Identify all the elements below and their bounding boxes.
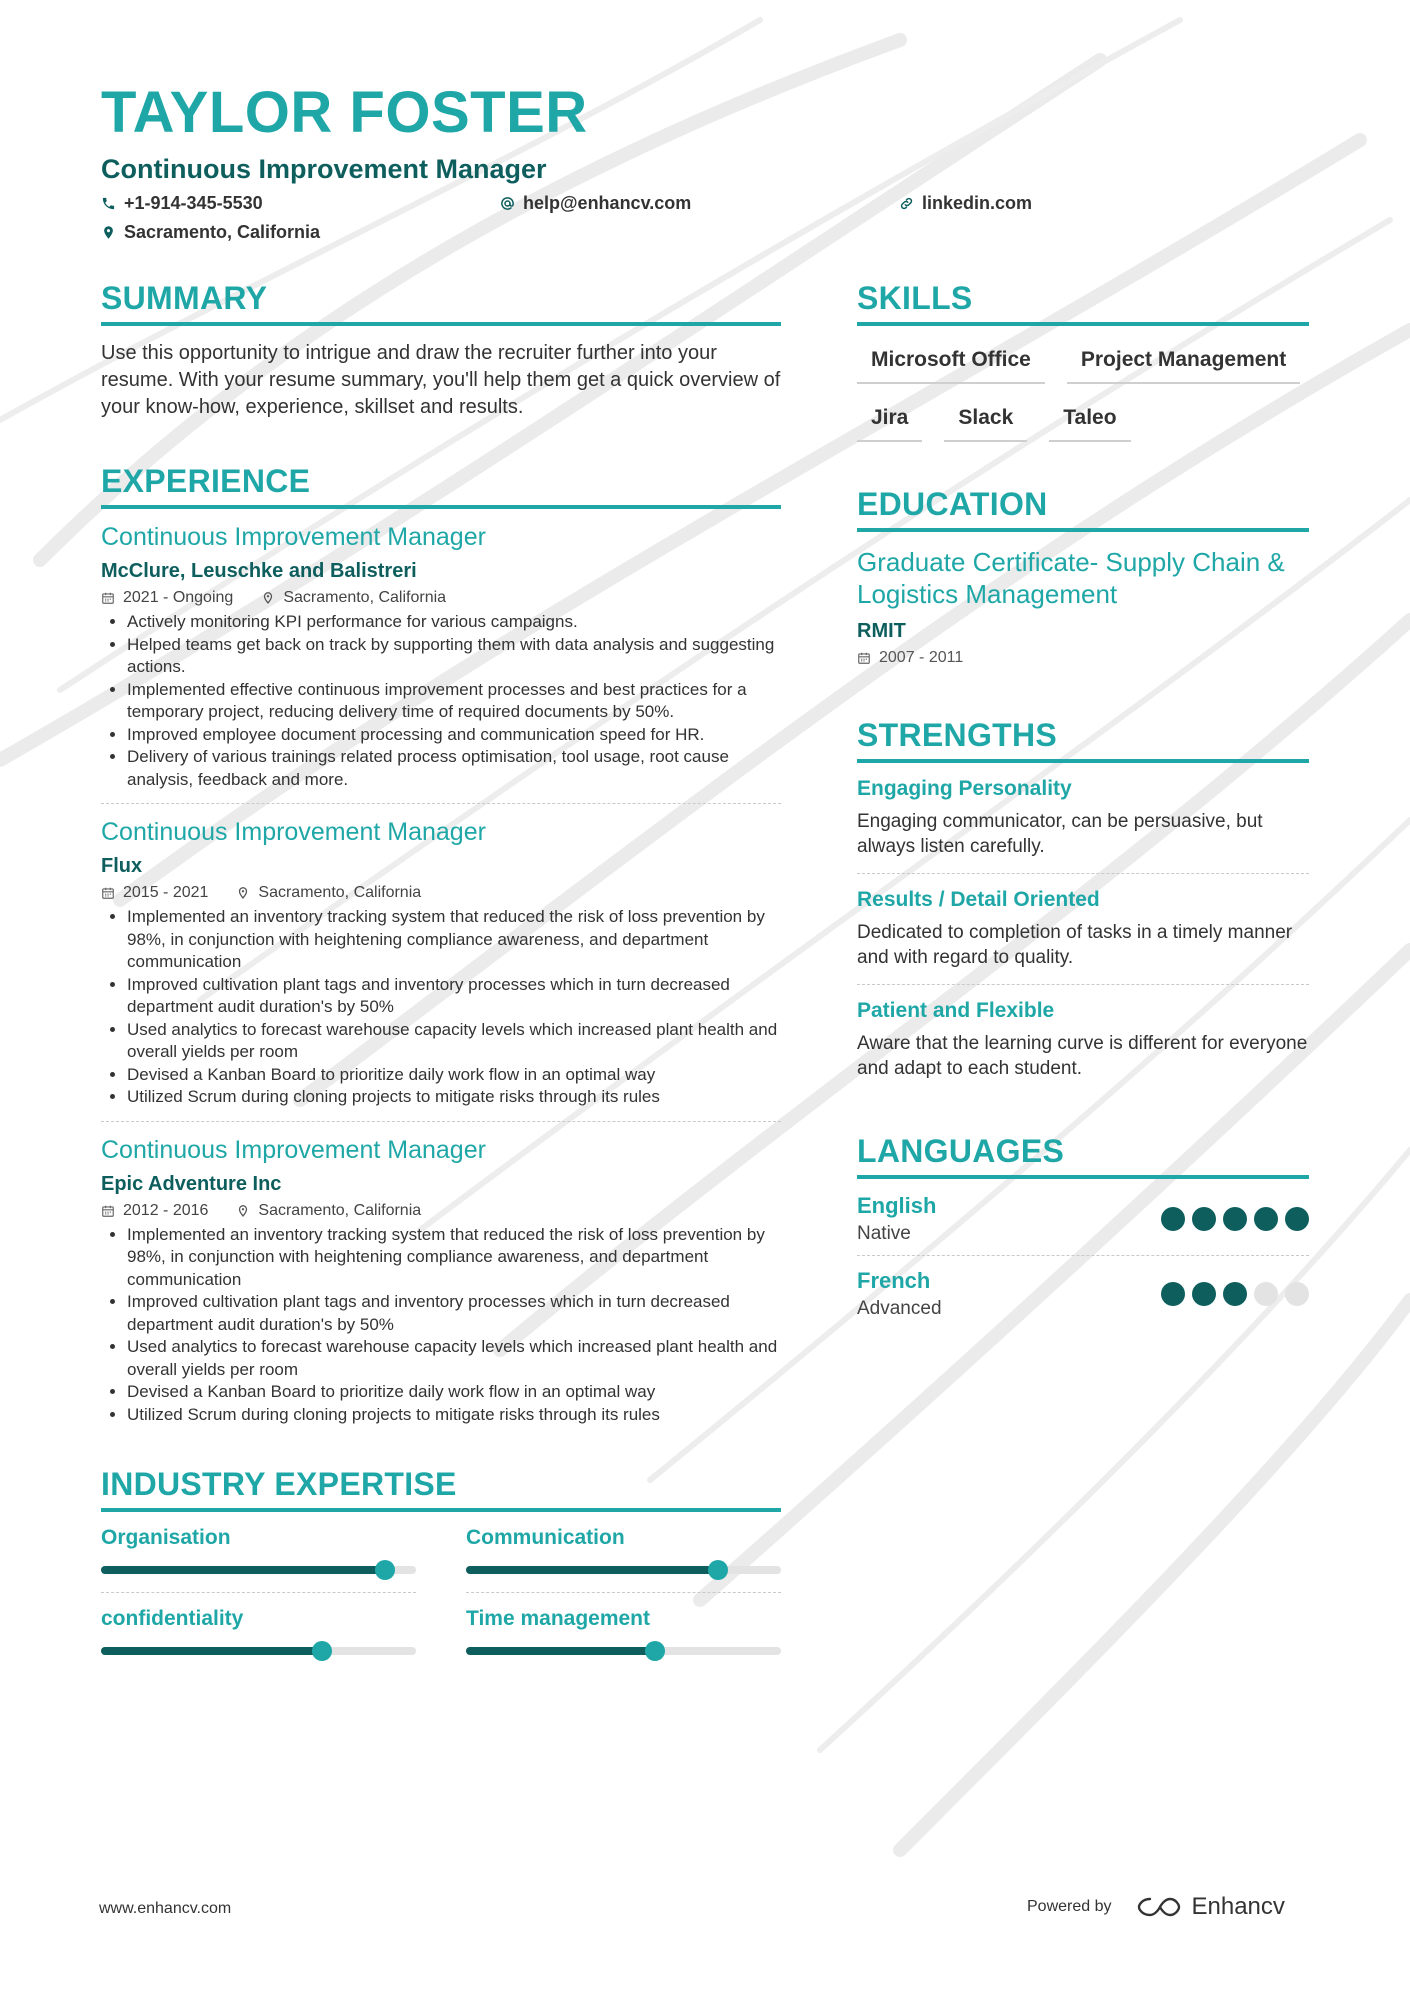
language-name: French <box>857 1268 931 1293</box>
skill-tag: Slack <box>944 398 1027 442</box>
job-bullet: • Utilized Scrum during cloning projects to mitigate risks through its rules <box>127 1086 781 1109</box>
education-degree: Graduate Certificate- Supply Chain & Logistics Management <box>857 547 1285 609</box>
language-name: English <box>857 1193 937 1218</box>
language-level: Advanced <box>857 1298 942 1319</box>
powered-by-text: Powered by <box>1027 1898 1112 1915</box>
expertise-bar-knob <box>375 1560 395 1580</box>
expertise-label: Communication <box>466 1526 625 1549</box>
job-location: Sacramento, California <box>258 884 422 901</box>
calendar-icon <box>101 591 115 605</box>
job-location: Sacramento, California <box>258 1201 422 1219</box>
job-meta <box>101 589 781 607</box>
expertise-item <box>466 1526 781 1593</box>
calendar-icon <box>101 1204 115 1218</box>
contact-location <box>101 222 320 243</box>
language-rating <box>1161 1282 1309 1306</box>
link-icon <box>899 196 914 211</box>
skill-tag: Microsoft Office <box>857 340 1045 384</box>
job-bullet: • Implemented an inventory tracking system that reduced the risk of loss prevention by 98%, in conjunction with heightening compliance awareness, and department communication <box>127 1224 781 1292</box>
strength-desc: Dedicated to completion of tasks in a timely manner and with regard to quality. <box>857 922 1293 968</box>
calendar-icon <box>857 651 871 665</box>
language-rating <box>1161 1207 1309 1231</box>
expertise-label: Time management <box>466 1607 651 1630</box>
industry-expertise-section <box>101 1468 781 1687</box>
strength-title: Patient and Flexible <box>857 999 1055 1022</box>
job-title: Continuous Improvement Manager <box>101 818 486 846</box>
rating-dot-empty <box>1254 1282 1278 1306</box>
job-dates: 2015 - 2021 <box>123 884 209 901</box>
job-bullets <box>101 611 781 791</box>
job-bullet: • Devised a Kanban Board to prioritize daily work flow in an optimal way <box>127 1064 781 1087</box>
job-bullet: • Utilized Scrum during cloning projects to mitigate risks through its rules <box>127 1404 781 1427</box>
job-bullet: • Implemented an inventory tracking system that reduced the risk of loss prevention by 98%, in conjunction with heightening compliance awareness, and department communication <box>127 906 781 974</box>
rating-dot-filled <box>1223 1282 1247 1306</box>
calendar-icon <box>101 886 115 900</box>
summary-text: Use this opportunity to intrigue and draw the recruiter further into your resume. With your resume summary, you'll help them get a quick overview of your know-how, experience, skillset and results. <box>101 342 781 418</box>
strength-title: Engaging Personality <box>857 777 1072 800</box>
location-text: Sacramento, California <box>124 222 321 242</box>
phone-icon <box>101 196 116 211</box>
strength-title: Results / Detail Oriented <box>857 888 1100 911</box>
skills-section <box>857 282 1309 442</box>
experience-section <box>101 465 781 1438</box>
strength-item <box>857 999 1309 1095</box>
candidate-title: Continuous Improvement Manager <box>101 154 547 184</box>
job-title: Continuous Improvement Manager <box>101 523 486 551</box>
job-bullet: • Devised a Kanban Board to prioritize daily work flow in an optimal way <box>127 1381 781 1404</box>
job-meta <box>101 884 781 902</box>
expertise-grid <box>101 1526 781 1687</box>
rating-dot-filled <box>1223 1207 1247 1231</box>
job-bullet: • Actively monitoring KPI performance for various campaigns. <box>127 611 781 634</box>
strengths-heading: STRENGTHS <box>857 719 1309 763</box>
contact-linkedin[interactable] <box>899 193 1032 214</box>
location-pin-icon <box>236 886 250 900</box>
job-bullet: • Improved cultivation plant tags and inventory processes which in turn decreased department audit duration's by 50% <box>127 1291 781 1336</box>
company-name: Epic Adventure Inc <box>101 1172 282 1195</box>
expertise-item <box>101 1526 416 1593</box>
rating-dot-filled <box>1192 1207 1216 1231</box>
skill-tag: Jira <box>857 398 922 442</box>
candidate-name: TAYLOR FOSTER <box>101 80 588 145</box>
strength-item <box>857 777 1309 874</box>
expertise-item <box>466 1607 781 1673</box>
job-bullet: • Implemented effective continuous improvement processes and best practices for a temporary project, reducing delivery time of required documents by 50%. <box>127 679 781 724</box>
expertise-bar-knob <box>708 1560 728 1580</box>
job-entry <box>101 1136 781 1439</box>
contact-email[interactable] <box>500 193 691 214</box>
expertise-bar-fill <box>466 1566 718 1574</box>
rating-dot-filled <box>1161 1207 1185 1231</box>
skill-tag: Taleo <box>1049 398 1130 442</box>
job-bullets <box>101 1224 781 1427</box>
industry-expertise-heading: INDUSTRY EXPERTISE <box>101 1468 781 1512</box>
job-bullets <box>101 906 781 1109</box>
expertise-bar <box>466 1647 781 1655</box>
job-bullet: • Delivery of various trainings related process optimisation, tool usage, root cause analysis, feedback and more. <box>127 746 781 791</box>
rating-dot-filled <box>1254 1207 1278 1231</box>
location-pin-icon <box>261 591 275 605</box>
education-dates: 2007 - 2011 <box>879 649 964 666</box>
job-entry <box>101 818 781 1122</box>
rating-dot-empty <box>1285 1282 1309 1306</box>
job-bullet: • Used analytics to forecast warehouse capacity levels which increased plant health and overall yields per room <box>127 1336 781 1381</box>
email-text: help@enhancv.com <box>523 193 692 213</box>
at-icon <box>500 196 515 211</box>
job-bullet: • Helped teams get back on track by supporting them with data analysis and suggesting actions. <box>127 634 781 679</box>
expertise-label: Organisation <box>101 1526 231 1549</box>
right-column <box>857 282 1309 1342</box>
experience-heading: EXPERIENCE <box>101 465 781 509</box>
language-level: Native <box>857 1223 911 1244</box>
summary-heading: SUMMARY <box>101 282 781 326</box>
education-heading: EDUCATION <box>857 488 1309 532</box>
brand-name: Enhancv <box>1191 1893 1285 1920</box>
language-item <box>857 1193 1309 1256</box>
expertise-bar-fill <box>101 1566 385 1574</box>
expertise-bar-fill <box>101 1647 322 1655</box>
rating-dot-filled <box>1161 1282 1185 1306</box>
footer-branding <box>1027 1893 1285 1921</box>
job-bullet: • Improved employee document processing and communication speed for HR. <box>127 724 781 747</box>
expertise-bar <box>466 1566 781 1574</box>
strengths-section <box>857 719 1309 1095</box>
education-school: RMIT <box>857 620 906 642</box>
job-dates: 2012 - 2016 <box>123 1201 209 1219</box>
language-item <box>857 1268 1309 1330</box>
company-name: McClure, Leuschke and Balistreri <box>101 560 417 582</box>
enhancv-logo-icon <box>1136 1895 1182 1919</box>
job-entry <box>101 523 781 804</box>
education-meta <box>857 649 1309 667</box>
rating-dot-filled <box>1285 1207 1309 1231</box>
job-bullet: • Improved cultivation plant tags and inventory processes which in turn decreased department audit duration's by 50% <box>127 974 781 1019</box>
strength-desc: Aware that the learning curve is different for everyone and adapt to each student. <box>857 1033 1308 1079</box>
summary-section <box>101 282 781 421</box>
expertise-bar <box>101 1566 416 1574</box>
expertise-label: confidentiality <box>101 1607 244 1630</box>
brand-logo[interactable] <box>1136 1893 1285 1921</box>
job-title: Continuous Improvement Manager <box>101 1135 486 1164</box>
strength-desc: Engaging communicator, can be persuasive, but always listen carefully. <box>857 811 1263 857</box>
company-name: Flux <box>101 855 143 877</box>
skills-heading: SKILLS <box>857 282 1309 326</box>
expertise-bar-fill <box>466 1647 655 1655</box>
linkedin-text: linkedin.com <box>922 193 1033 213</box>
job-location: Sacramento, California <box>283 589 447 606</box>
languages-section <box>857 1135 1309 1330</box>
left-column <box>101 282 781 1687</box>
job-dates: 2021 - Ongoing <box>123 589 234 606</box>
job-bullet: • Used analytics to forecast warehouse capacity levels which increased plant health and overall yields per room <box>127 1019 781 1064</box>
location-pin-icon <box>101 225 116 240</box>
strength-item <box>857 888 1309 985</box>
expertise-bar-knob <box>645 1641 665 1661</box>
expertise-bar-knob <box>312 1641 332 1661</box>
job-meta <box>101 1202 781 1220</box>
phone-text: +1-914-345-5530 <box>124 193 263 213</box>
skill-tag: Project Management <box>1067 340 1300 384</box>
expertise-bar <box>101 1647 416 1655</box>
expertise-item <box>101 1607 416 1673</box>
footer-website[interactable]: www.enhancv.com <box>99 1900 232 1917</box>
education-section <box>857 488 1309 667</box>
contact-phone[interactable] <box>101 193 263 214</box>
location-pin-icon <box>236 1204 250 1218</box>
skills-list <box>857 340 1309 442</box>
rating-dot-filled <box>1192 1282 1216 1306</box>
languages-heading: LANGUAGES <box>857 1135 1309 1179</box>
